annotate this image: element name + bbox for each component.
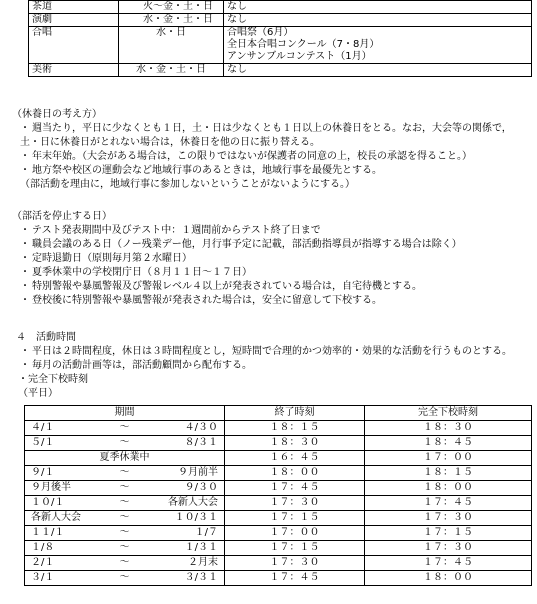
period-sep: 〜 (119, 497, 130, 508)
bullet: ・ (20, 239, 30, 250)
period-sep: 〜 (119, 557, 130, 568)
bullet: ・ (20, 281, 30, 292)
activity-heading: ４ 活動時間 (16, 332, 76, 343)
end-time: １６：４５ (225, 451, 365, 466)
club-remark (224, 1, 532, 14)
period (27, 571, 222, 585)
time-row (25, 556, 532, 571)
bullet: ・ (20, 123, 30, 134)
bullet: ・ (20, 295, 30, 306)
end-time: １８：１５ (225, 421, 365, 436)
stop-section (0, 210, 462, 308)
time-row (25, 526, 532, 541)
holiday-item-line (0, 122, 512, 136)
dismissal-time: １８：４５ (365, 436, 532, 451)
end-time: １７：３０ (225, 496, 365, 511)
club-remark-line: アンサンブルコンテスト（1月） (227, 51, 372, 62)
club-days: 火〜金・土・日 (119, 1, 224, 14)
stop-item-text: 定時退勤日（原則毎月第２水曜日） (32, 253, 192, 264)
holiday-section (0, 108, 512, 192)
club-name: 合唱 (29, 27, 119, 64)
holiday-item-line (0, 178, 512, 192)
club-name: 演劇 (29, 14, 119, 27)
dismissal-time: １８：３０ (365, 421, 532, 436)
period-from: １/８ (31, 542, 55, 553)
period (27, 526, 222, 540)
period-cell (25, 451, 225, 466)
period-cell (25, 466, 225, 481)
period (27, 541, 222, 555)
club-remark-line: 合唱祭（6月） (227, 27, 294, 38)
period-from: １０/１ (31, 497, 65, 508)
period-sep: 〜 (119, 467, 130, 478)
activity-section (0, 331, 512, 401)
club-remark-line: なし (227, 1, 247, 12)
period-to: ４/３０ (184, 422, 218, 433)
holiday-item-text: 土・日に休養日がとれない場合は，休養日を他の日に振り替える。 (20, 137, 320, 148)
dismissal-time: １７：４５ (365, 556, 532, 571)
period-from: ９月後半 (31, 482, 71, 493)
dismissal-time: １８：００ (365, 481, 532, 496)
weekday-label: （平日） (18, 388, 58, 399)
period-from: ９/１ (31, 467, 55, 478)
stop-item-text: 夏季休業中の学校閉庁日（８月１１日〜１７日） (32, 267, 252, 278)
period-sep: 〜 (119, 482, 130, 493)
period-to: 各新人大会 (167, 497, 218, 508)
bullet: ・ (20, 346, 30, 357)
time-row (25, 436, 532, 451)
end-time: １７：３０ (225, 556, 365, 571)
period (27, 556, 222, 570)
stop-item (0, 238, 462, 252)
period-cell (25, 541, 225, 556)
period-from: ３/１ (31, 572, 55, 583)
time-row (25, 451, 532, 466)
period-from: ５/１ (31, 437, 55, 448)
end-time: １７：１５ (225, 511, 365, 526)
end-time: １７：４５ (225, 571, 365, 586)
club-remark (224, 14, 532, 27)
holiday-item-text: （部活動を理由に，地域行事に参加しないということがないようにする。） (20, 179, 355, 190)
time-row (25, 571, 532, 586)
period-sep: 〜 (119, 572, 130, 583)
club-name: 美術 (29, 64, 119, 77)
club-row (29, 64, 532, 77)
stop-item (0, 252, 462, 266)
time-row (25, 541, 532, 556)
period-from: ４/１ (31, 422, 55, 433)
holiday-title: （休養日の考え方） (12, 109, 102, 120)
period (27, 511, 222, 525)
club-remark (224, 64, 532, 77)
stop-item-text: テスト発表期間中及びテスト中：１週間前からテスト終了日まで (32, 225, 321, 236)
period-to: ９/３０ (184, 482, 218, 493)
period-sep: 〜 (119, 437, 130, 448)
holiday-item-line (0, 150, 512, 164)
club-row (29, 27, 532, 64)
time-row (25, 421, 532, 436)
end-time: １８：００ (225, 466, 365, 481)
club-days: 水・金・土・日 (119, 14, 224, 27)
club-row (29, 1, 532, 14)
stop-item-text: 登校後に特別警報や暴風警報が発表された場合は，安全に留意して下校する。 (32, 295, 382, 306)
club-schedule-table (28, 0, 532, 77)
period (27, 451, 222, 465)
time-row (25, 496, 532, 511)
club-days: 水・金・土・日 (119, 64, 224, 77)
stop-title: （部活を停止する日） (12, 211, 112, 222)
end-time: １７：００ (225, 526, 365, 541)
club-name: 茶道 (29, 1, 119, 14)
dismissal-time: １７：００ (365, 451, 532, 466)
period-sep: 〜 (119, 542, 130, 553)
end-time: １８：３０ (225, 436, 365, 451)
club-remark (224, 27, 532, 64)
activity-item-text: 毎月の活動計画等は，部活動顧問から配布する。 (32, 360, 252, 371)
period (27, 481, 222, 495)
period-to: ９月前半 (177, 467, 218, 478)
dismissal-time: １７：４５ (365, 496, 532, 511)
holiday-item-line (0, 136, 512, 150)
period (27, 421, 222, 435)
bullet: ・ (20, 165, 30, 176)
end-time: １７：４５ (225, 481, 365, 496)
header-dismissal-time: 完全下校時刻 (365, 406, 532, 421)
period-cell (25, 436, 225, 451)
bullet: ・ (20, 267, 30, 278)
dismissal-time: １７：１５ (365, 526, 532, 541)
stop-item-text: 特別警報や暴風警報及び警報レベル４以上が発表されている場合は，自宅待機とする。 (32, 281, 422, 292)
period-from: 各新人大会 (31, 512, 81, 523)
stop-item (0, 280, 462, 294)
period (27, 496, 222, 510)
club-row (29, 14, 532, 27)
bullet: ・ (20, 151, 30, 162)
holiday-item-line (0, 164, 512, 178)
bullet: ・ (20, 360, 30, 371)
period-to: ８/３１ (184, 437, 218, 448)
header-end-time: 終了時刻 (225, 406, 365, 421)
period-sep: 夏季休業中 (99, 452, 150, 463)
bullet: ・ (20, 225, 30, 236)
end-time: １７：１５ (225, 541, 365, 556)
club-days: 水・日 (119, 27, 224, 64)
period-cell (25, 556, 225, 571)
period-cell (25, 496, 225, 511)
period-to: １/３１ (184, 542, 218, 553)
period-from: １１/１ (31, 527, 65, 538)
dismissal-time: １７：３０ (365, 511, 532, 526)
dismissal-time-table (24, 405, 532, 586)
period (27, 466, 222, 480)
dismissal-time: １８：００ (365, 571, 532, 586)
period-cell (25, 481, 225, 496)
period-sep: 〜 (119, 512, 130, 523)
holiday-item-text: 週当たり，平日に少なくとも１日，土・日は少なくとも１日以上の休養日をとる。なお，大会等の関係で， (32, 123, 512, 134)
period-to: １/７ (194, 527, 218, 538)
activity-item (0, 345, 512, 359)
period-cell (25, 421, 225, 436)
holiday-item-text: 年末年始。（大会がある場合は，この限りではないが保護者の同意の上，校長の承認を得ること。） (32, 151, 472, 162)
club-remark-line: 全日本合唱コンクール（7・8月） (227, 39, 380, 50)
period-sep: 〜 (119, 422, 130, 433)
stop-item (0, 294, 462, 308)
time-row (25, 481, 532, 496)
period-to: ２月末 (187, 557, 218, 568)
stop-item (0, 266, 462, 280)
club-remark-line: なし (227, 64, 247, 75)
period-from: ２/１ (31, 557, 55, 568)
time-row (25, 466, 532, 481)
dismissal-time: １８：１５ (365, 466, 532, 481)
period (27, 436, 222, 450)
activity-item (0, 359, 512, 373)
period-cell (25, 526, 225, 541)
period-to: １０/３１ (174, 512, 218, 523)
activity-item-text: 平日は２時間程度，休日は３時間程度とし，短時間で合理的かつ効率的・効果的な活動を行うものとする。 (32, 346, 512, 357)
period-cell (25, 571, 225, 586)
stop-item-text: 職員会議のある日（ノー残業デー他，月行事予定に記載，部活動指導員が指導する場合は除く） (32, 239, 462, 250)
stop-item (0, 224, 462, 238)
dismissal-label: ・完全下校時刻 (18, 374, 88, 385)
time-row (25, 511, 532, 526)
bullet: ・ (20, 253, 30, 264)
holiday-item-text: 地方祭や校区の運動会など地域行事のあるときは，地域行事を最優先とする。 (32, 165, 382, 176)
header-period: 期間 (25, 406, 225, 421)
club-remark-line: なし (227, 14, 247, 25)
period-sep: 〜 (119, 527, 130, 538)
period-cell (25, 511, 225, 526)
dismissal-time: １７：３０ (365, 541, 532, 556)
period-to: ３/３１ (184, 572, 218, 583)
